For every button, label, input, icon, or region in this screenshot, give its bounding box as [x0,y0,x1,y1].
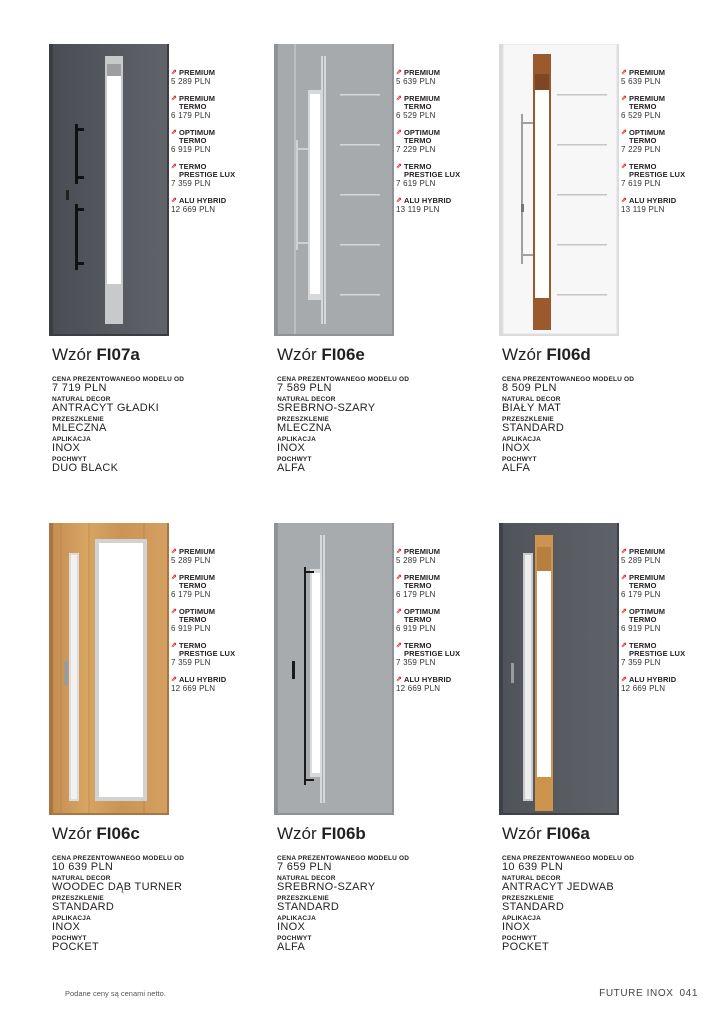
model-title-prefix: Wzór [502,345,542,364]
brand-logo-icon: ⇗ [621,197,627,204]
price-list [621,548,712,702]
price-variant-value: 5 639 PLN [621,77,661,86]
spec-value: POCKET [502,941,550,953]
model-price: 8 509 PLN [502,382,557,394]
spec-value: INOX [502,442,531,454]
brand-logo-icon: ⇗ [171,197,177,204]
brand-logo-icon: ⇗ [171,548,177,555]
door-fi06b-illustration [274,523,396,815]
model-title [52,824,140,844]
spec-value: INOX [52,921,81,933]
price-variant-value: 13 119 PLN [396,205,440,214]
model-title [277,824,366,844]
brand-logo-icon: ⇗ [396,574,402,581]
model-code: FI06b [321,824,366,843]
price-variant-name: PREMIUM [403,547,441,556]
collection-name: FUTURE INOX [599,988,674,999]
price-variant-value: 7 359 PLN [396,658,436,667]
price-variant-name: PREMIUM TERMO [628,573,666,590]
brand-logo-icon: ⇗ [621,129,627,136]
price-variant-value: 5 289 PLN [396,556,436,565]
spec-label: POCHWYT [52,935,87,942]
model-price: 10 639 PLN [52,861,114,873]
brand-logo-icon: ⇗ [171,608,177,615]
price-variant-value: 12 669 PLN [171,684,216,693]
brand-logo-icon: ⇗ [621,163,627,170]
spec-label: PRZESZKLENIE [277,416,329,423]
price-variant-value: 6 179 PLN [171,590,211,599]
model-title [502,345,591,365]
brand-logo-icon: ⇗ [621,676,627,683]
price-variant-value: 7 229 PLN [396,145,436,154]
price-variant-value: 6 529 PLN [621,111,661,120]
price-item [171,69,271,87]
price-variant-name: OPTIMUM TERMO [178,128,216,145]
price-item [396,69,496,87]
price-list [621,69,712,223]
model-specs [277,855,492,955]
price-variant-name: ALU HYBRID [628,196,677,205]
price-variant-name: TERMO PRESTIGE LUX [178,162,236,179]
price-item [171,642,271,668]
spec-value: MLECZNA [277,422,332,434]
model-title-prefix: Wzór [502,824,542,843]
spec-value: STANDARD [52,901,115,913]
price-variant-value: 7 359 PLN [621,658,661,667]
price-variant-value: 6 179 PLN [621,590,661,599]
page-number: 041 [679,988,698,999]
price-item [171,608,271,634]
door-image [274,523,396,815]
price-item [171,95,271,121]
door-card-fi06c [49,523,274,983]
spec-label: NATURAL DECOR [502,396,561,403]
price-item [621,197,712,215]
spec-label: APLIKACJA [502,915,541,922]
price-variant-value: 7 229 PLN [621,145,661,154]
price-variant-name: TERMO PRESTIGE LUX [403,162,461,179]
model-title-prefix: Wzór [52,824,92,843]
price-variant-name: ALU HYBRID [178,196,227,205]
spec-value: MLECZNA [52,422,107,434]
spec-value: WOODEC DĄB TURNER [52,881,183,893]
spec-label: PRZESZKLENIE [52,895,104,902]
price-item [396,95,496,121]
price-list [396,548,496,702]
price-item [621,95,712,121]
price-item [396,574,496,600]
price-list [171,548,271,702]
door-image [49,44,171,336]
spec-value: POCKET [52,941,100,953]
price-variant-name: PREMIUM [628,547,666,556]
door-fi06c-illustration [49,523,171,815]
spec-value: ALFA [502,462,531,474]
price-label: CENA PREZENTOWANEGO MODELU OD [277,855,410,862]
model-specs [502,855,712,955]
price-item [396,642,496,668]
price-item [171,163,271,189]
brand-logo-icon: ⇗ [621,574,627,581]
price-item [396,676,496,694]
door-image [274,44,396,336]
spec-value: ALFA [277,462,306,474]
spec-value: BIAŁY MAT [502,402,562,414]
price-variant-value: 5 289 PLN [171,77,211,86]
price-label: CENA PREZENTOWANEGO MODELU OD [502,855,635,862]
model-title-prefix: Wzór [52,345,92,364]
price-label: CENA PREZENTOWANEGO MODELU OD [277,376,410,383]
price-item [171,548,271,566]
spec-value: INOX [277,921,306,933]
model-price: 7 719 PLN [52,382,107,394]
price-variant-name: TERMO PRESTIGE LUX [403,641,461,658]
brand-logo-icon: ⇗ [171,129,177,136]
spec-label: PRZESZKLENIE [502,416,554,423]
door-card-fi07a [49,44,274,504]
spec-label: POCHWYT [502,456,537,463]
model-title [277,345,365,365]
price-item [621,574,712,600]
price-variant-name: TERMO PRESTIGE LUX [178,641,236,658]
door-fi06a-illustration [499,523,621,815]
price-item [171,129,271,155]
model-code: FI07a [96,345,140,364]
price-variant-name: PREMIUM [628,68,666,77]
model-price: 7 659 PLN [277,861,332,873]
door-image [49,523,171,815]
price-variant-name: PREMIUM TERMO [628,94,666,111]
price-variant-value: 7 359 PLN [171,179,211,188]
spec-value: SREBRNO-SZARY [277,402,376,414]
brand-logo-icon: ⇗ [171,642,177,649]
price-variant-value: 6 529 PLN [396,111,436,120]
spec-label: POCHWYT [52,456,87,463]
model-price: 10 639 PLN [502,861,564,873]
price-variant-name: PREMIUM [178,547,216,556]
price-variant-name: ALU HYBRID [403,675,452,684]
price-variant-value: 6 919 PLN [171,624,211,633]
brand-logo-icon: ⇗ [171,574,177,581]
spec-value: INOX [277,442,306,454]
model-title [52,345,140,365]
spec-value: STANDARD [277,901,340,913]
price-variant-name: PREMIUM TERMO [178,573,216,590]
price-item [396,197,496,215]
spec-label: NATURAL DECOR [52,875,111,882]
spec-value: ANTRACYT GŁADKI [52,402,159,414]
brand-logo-icon: ⇗ [621,642,627,649]
model-title-prefix: Wzór [277,345,317,364]
price-variant-value: 12 669 PLN [621,684,666,693]
spec-label: PRZESZKLENIE [502,895,554,902]
price-variant-value: 7 619 PLN [396,179,436,188]
brand-logo-icon: ⇗ [396,608,402,615]
price-item [396,163,496,189]
price-variant-value: 6 919 PLN [171,145,211,154]
spec-value: SREBRNO-SZARY [277,881,376,893]
price-item [396,548,496,566]
spec-value: INOX [502,921,531,933]
spec-label: POCHWYT [502,935,537,942]
model-title-prefix: Wzór [277,824,317,843]
price-variant-name: PREMIUM [178,68,216,77]
spec-label: NATURAL DECOR [502,875,561,882]
spec-label: NATURAL DECOR [52,396,111,403]
door-fi07a-illustration [49,44,171,336]
spec-label: POCHWYT [277,456,312,463]
model-specs [277,376,492,476]
spec-label: NATURAL DECOR [277,875,336,882]
price-item [171,676,271,694]
page-footer [599,988,698,999]
spec-value: DUO BLACK [52,462,119,474]
spec-label: APLIKACJA [52,915,91,922]
door-fi06e-illustration [274,44,396,336]
model-specs [52,376,267,476]
brand-logo-icon: ⇗ [171,95,177,102]
brand-logo-icon: ⇗ [621,608,627,615]
brand-logo-icon: ⇗ [396,129,402,136]
price-variant-name: PREMIUM [403,68,441,77]
spec-label: NATURAL DECOR [277,396,336,403]
price-variant-name: PREMIUM TERMO [403,94,441,111]
spec-value: STANDARD [502,901,565,913]
spec-label: APLIKACJA [277,915,316,922]
price-variant-value: 6 919 PLN [396,624,436,633]
price-variant-value: 5 289 PLN [621,556,661,565]
price-item [621,548,712,566]
door-card-fi06b [274,523,499,983]
model-code: FI06c [96,824,140,843]
brand-logo-icon: ⇗ [396,69,402,76]
price-item [621,129,712,155]
price-variant-name: OPTIMUM TERMO [403,128,441,145]
door-fi06d-illustration [499,44,621,336]
brand-logo-icon: ⇗ [396,642,402,649]
spec-label: APLIKACJA [277,436,316,443]
price-variant-name: ALU HYBRID [403,196,452,205]
brand-logo-icon: ⇗ [396,163,402,170]
price-item [621,608,712,634]
model-code: FI06e [321,345,365,364]
price-variant-name: OPTIMUM TERMO [403,607,441,624]
price-variant-name: ALU HYBRID [628,675,677,684]
model-code: FI06a [546,824,590,843]
price-item [621,163,712,189]
price-item [396,129,496,155]
price-label: CENA PREZENTOWANEGO MODELU OD [52,376,185,383]
brand-logo-icon: ⇗ [621,95,627,102]
door-card-fi06d [499,44,712,504]
brand-logo-icon: ⇗ [396,676,402,683]
spec-value: STANDARD [502,422,565,434]
price-variant-value: 6 179 PLN [171,111,211,120]
price-label: CENA PREZENTOWANEGO MODELU OD [502,376,635,383]
price-variant-value: 6 919 PLN [621,624,661,633]
price-variant-name: ALU HYBRID [178,675,227,684]
price-item [621,676,712,694]
brand-logo-icon: ⇗ [171,69,177,76]
price-variant-name: PREMIUM TERMO [178,94,216,111]
spec-value: ANTRACYT JEDWAB [502,881,615,893]
spec-label: PRZESZKLENIE [52,416,104,423]
price-variant-name: OPTIMUM TERMO [178,607,216,624]
spec-label: APLIKACJA [502,436,541,443]
price-variant-name: TERMO PRESTIGE LUX [628,162,686,179]
price-list [171,69,271,223]
price-variant-value: 12 669 PLN [171,205,216,214]
spec-label: PRZESZKLENIE [277,895,329,902]
price-list [396,69,496,223]
door-card-fi06a [499,523,712,983]
model-specs [502,376,712,476]
price-item [621,69,712,87]
price-variant-name: OPTIMUM TERMO [628,128,666,145]
model-code: FI06d [546,345,591,364]
price-variant-value: 5 289 PLN [171,556,211,565]
price-variant-value: 7 359 PLN [171,658,211,667]
brand-logo-icon: ⇗ [396,95,402,102]
net-price-note: Podane ceny są cenami netto. [65,989,166,998]
price-variant-value: 6 179 PLN [396,590,436,599]
model-price: 7 589 PLN [277,382,332,394]
price-label: CENA PREZENTOWANEGO MODELU OD [52,855,185,862]
brand-logo-icon: ⇗ [621,548,627,555]
spec-value: INOX [52,442,81,454]
brand-logo-icon: ⇗ [396,548,402,555]
door-image [499,44,621,336]
spec-label: APLIKACJA [52,436,91,443]
price-item [621,642,712,668]
price-variant-value: 12 669 PLN [396,684,441,693]
model-title [502,824,590,844]
spec-label: POCHWYT [277,935,312,942]
brand-logo-icon: ⇗ [396,197,402,204]
price-variant-name: TERMO PRESTIGE LUX [628,641,686,658]
price-item [396,608,496,634]
brand-logo-icon: ⇗ [171,676,177,683]
price-variant-value: 7 619 PLN [621,179,661,188]
price-item [171,197,271,215]
brand-logo-icon: ⇗ [171,163,177,170]
price-variant-name: PREMIUM TERMO [403,573,441,590]
model-specs [52,855,267,955]
price-variant-value: 13 119 PLN [621,205,665,214]
price-variant-value: 5 639 PLN [396,77,436,86]
brand-logo-icon: ⇗ [621,69,627,76]
price-variant-name: OPTIMUM TERMO [628,607,666,624]
spec-value: ALFA [277,941,306,953]
door-card-fi06e [274,44,499,504]
door-image [499,523,621,815]
price-item [171,574,271,600]
